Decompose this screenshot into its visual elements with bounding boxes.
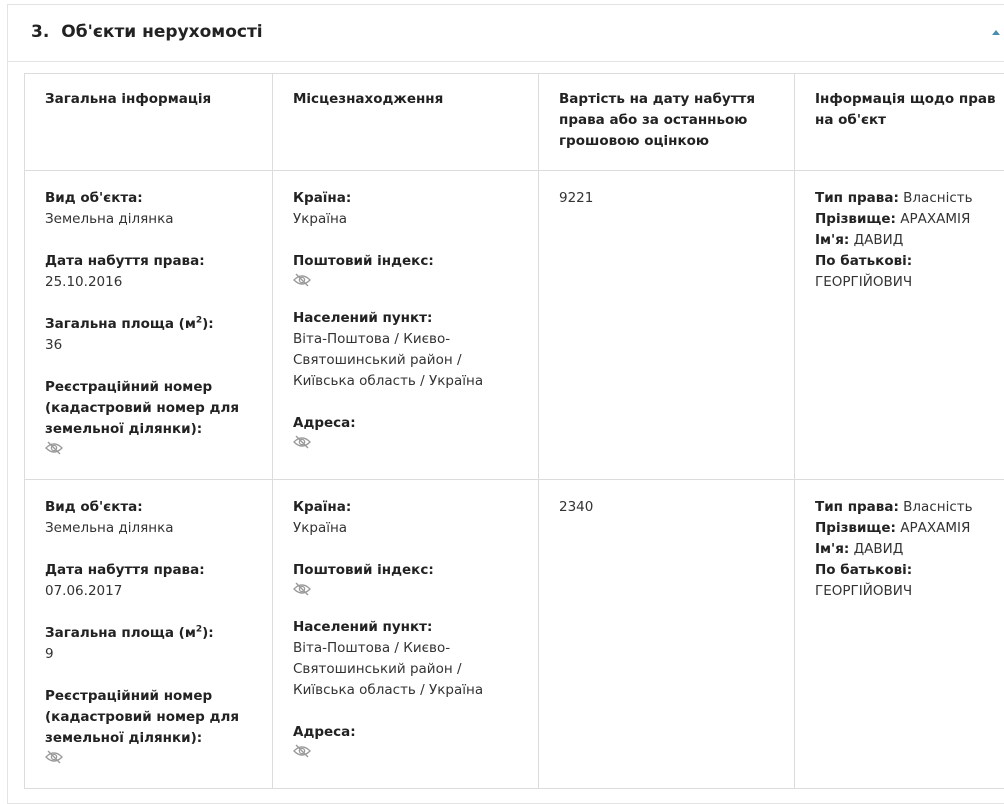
country-value: Україна [293, 209, 520, 230]
section-header[interactable] [8, 5, 1004, 62]
surname-label: Прізвище: [815, 211, 896, 227]
rights-cell [795, 480, 1004, 789]
locality-value: Віта-Поштова / Києво-Святошинський район / Київська область / Україна [293, 638, 520, 701]
value-cell [539, 171, 795, 480]
column-header: Вартість на дату набуття права або за останньою грошовою оцінкою [539, 74, 795, 171]
country-label: Країна: [293, 497, 520, 518]
location-cell [273, 480, 539, 789]
name-label: Ім'я: [815, 541, 849, 557]
locality-label: Населений пункт: [293, 308, 520, 329]
right-type-value: Власність [903, 190, 972, 206]
country-value: Україна [293, 518, 520, 539]
table-header-row [25, 74, 1004, 171]
eye-slash-icon [293, 744, 311, 758]
country-label: Країна: [293, 188, 520, 209]
object-type-label: Вид об'єкта: [45, 497, 254, 518]
right-type-value: Власність [903, 499, 972, 515]
postal-code-label: Поштовий індекс: [293, 560, 520, 581]
area-value: 9 [45, 644, 254, 665]
general-info-cell [25, 480, 273, 789]
value-cell [539, 480, 795, 789]
eye-slash-icon [45, 750, 63, 764]
object-type-value: Земельна ділянка [45, 518, 254, 539]
name-value: ДАВИД [854, 232, 904, 248]
surname-label: Прізвище: [815, 520, 896, 536]
real-estate-table [24, 73, 1004, 789]
column-header: Інформація щодо прав на об'єкт [795, 74, 1004, 171]
eye-slash-icon [293, 582, 311, 596]
section-title [31, 22, 263, 42]
table-row [25, 171, 1004, 480]
patronymic-label: По батькові: [815, 253, 912, 269]
value-amount: 9221 [559, 188, 776, 209]
patronymic-value: ГЕОРГІЙОВИЧ [815, 583, 912, 599]
area-label: Загальна площа $(м^2)$: [45, 314, 254, 335]
reg-number-label: Реєстраційний номер (кадастровий номер для земельної ділянки): [45, 686, 254, 749]
location-cell [273, 171, 539, 480]
column-header: Місцезнаходження [273, 74, 539, 171]
right-type-label: Тип права: [815, 190, 899, 206]
section-title-text: Об'єкти нерухомості [61, 22, 262, 42]
eye-slash-icon [45, 441, 63, 455]
object-type-label: Вид об'єкта: [45, 188, 254, 209]
value-amount: 2340 [559, 497, 776, 518]
address-label: Адреса: [293, 722, 520, 743]
reg-number-label: Реєстраційний номер (кадастровий номер для земельної ділянки): [45, 377, 254, 440]
name-value: ДАВИД [854, 541, 904, 557]
column-header: Загальна інформація [25, 74, 273, 171]
postal-code-label: Поштовий індекс: [293, 251, 520, 272]
right-type-label: Тип права: [815, 499, 899, 515]
acquire-date-label: Дата набуття права: [45, 251, 254, 272]
chevron-up-icon[interactable] [992, 30, 1000, 35]
patronymic-label: По батькові: [815, 562, 912, 578]
acquire-date-label: Дата набуття права: [45, 560, 254, 581]
locality-value: Віта-Поштова / Києво-Святошинський район / Київська область / Україна [293, 329, 520, 392]
name-label: Ім'я: [815, 232, 849, 248]
eye-slash-icon [293, 435, 311, 449]
rights-cell [795, 171, 1004, 480]
surname-value: АРАХАМІЯ [900, 211, 970, 227]
patronymic-value: ГЕОРГІЙОВИЧ [815, 274, 912, 290]
address-label: Адреса: [293, 413, 520, 434]
area-value: 36 [45, 335, 254, 356]
area-label: Загальна площа $(м^2)$: [45, 623, 254, 644]
section-number: 3. [31, 22, 49, 42]
eye-slash-icon [293, 273, 311, 287]
acquire-date-value: 07.06.2017 [45, 581, 254, 602]
object-type-value: Земельна ділянка [45, 209, 254, 230]
table-row [25, 480, 1004, 789]
locality-label: Населений пункт: [293, 617, 520, 638]
acquire-date-value: 25.10.2016 [45, 272, 254, 293]
surname-value: АРАХАМІЯ [900, 520, 970, 536]
general-info-cell [25, 171, 273, 480]
